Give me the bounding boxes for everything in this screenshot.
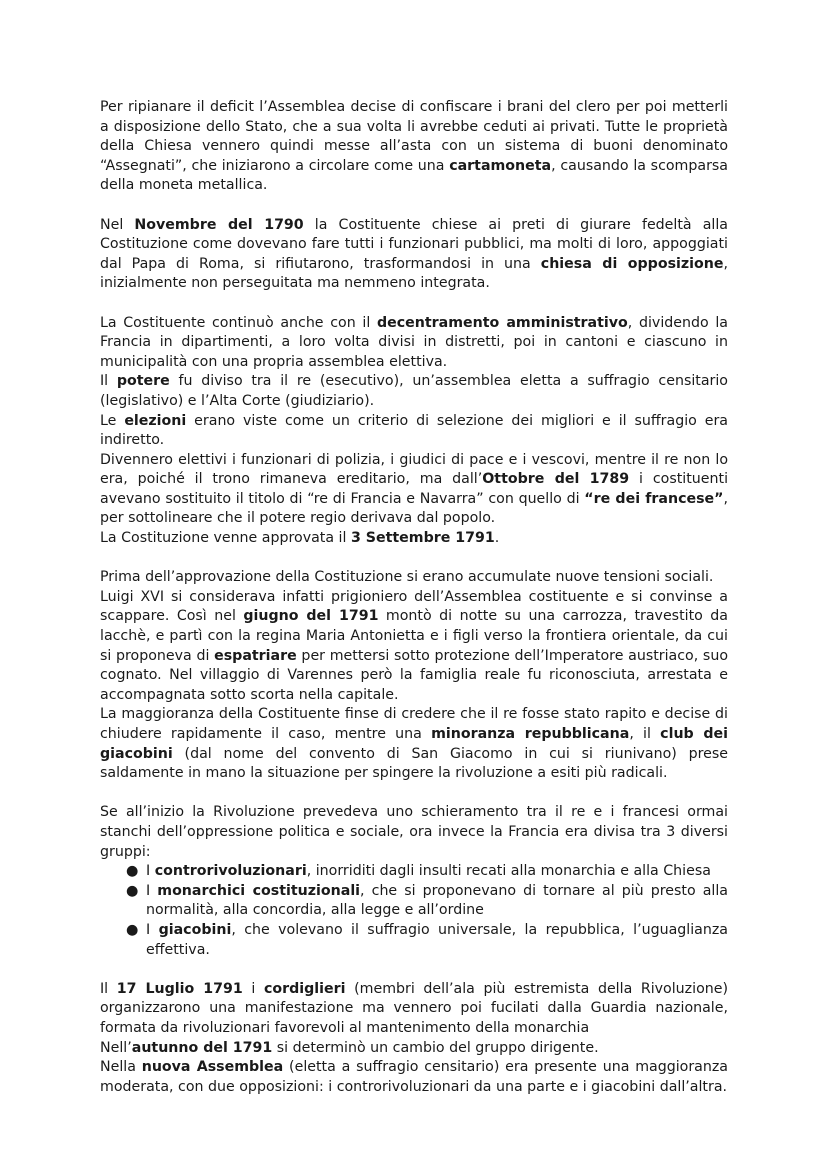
paragraph-assegnati xyxy=(100,98,728,196)
text-line: Il potere fu diviso tra il re (esecutivo), un’assemblea eletta a suffragio censitario (legislativo) e l’Alta Corte (giudiziario). xyxy=(100,373,728,409)
paragraph-decentramento xyxy=(100,314,728,549)
paragraph-cordiglieri xyxy=(100,980,728,1098)
paragraph-tre-gruppi xyxy=(100,803,728,960)
list-item: ● I controrivoluzionari, inorriditi dagli insulti recati alla monarchia e alla Chiesa xyxy=(146,862,728,882)
text-line: Luigi XVI si considerava infatti prigioniero dell’Assemblea costituente e si convinse a scappare. Così nel giugno del 1791 montò di notte su una carrozza, travestito da lacchè, e partì con la regina Maria Antonietta e i figli verso la frontiera orientale, da cui si proponeva di espatriare per mettersi sotto protezione dell’Imperatore austriaco, suo cognato. Nel villaggio di Varennes però la famiglia reale fu riconosciuta, arrestata e accompagnata sotto scorta nella capitale. xyxy=(100,588,728,703)
bullet-icon: ● xyxy=(126,863,139,880)
groups-list xyxy=(100,862,728,960)
text-line: La Costituzione venne approvata il 3 Settembre 1791. xyxy=(100,530,500,547)
list-item: ● I monarchici costituzionali, che si proponevano di tornare al più presto alla normalità, alla concordia, alla legge e all’ordine xyxy=(126,882,728,919)
text-line: Il 17 Luglio 1791 i cordiglieri (membri dell’ala più estremista della Rivoluzione) organizzarono una manifestazione ma vennero poi fucilati dalla Guardia nazionale, formata da rivoluzionari favorevoli al mantenimento della monarchia xyxy=(100,980,728,1036)
text-line: Le elezioni erano viste come un criterio di selezione dei migliori e il suffragio era indiretto. xyxy=(100,412,728,449)
text-line: Divennero elettivi i funzionari di polizia, i giudici di pace e i vescovi, mentre il re non lo era, poiché il trono rimaneva ereditario, ma dall’Ottobre del 1789 i costituenti avevano sostituito il titolo di “re di Francia e Navarra” con quello di “re dei francese”, per sottolineare che il potere regio derivava dal popolo. xyxy=(100,451,729,527)
list-item: ● I giacobini, che volevano il suffragio universale, la repubblica, l’uguaglianza effettiva. xyxy=(126,921,728,958)
paragraph-novembre-1790 xyxy=(100,216,728,294)
text-line: Nella nuova Assemblea (eletta a suffragio censitario) era presente una maggioranza moderata, con due opposizioni: i controrivoluzionari da una parte e i giacobini dall’altra. xyxy=(100,1059,729,1095)
text-line: La Costituente continuò anche con il decentramento amministrativo, dividendo la Francia in dipartimenti, a loro volta divisi in distretti, poi in cantoni e ciascuno in municipalità con una propria assemblea elettiva. xyxy=(100,314,728,370)
text-line: La maggioranza della Costituente finse di credere che il re fosse stato rapito e decise di chiudere rapidamente il caso, mentre una minoranza repubblicana, il club dei giacobini (dal nome del convento di San Giacomo in cui si riunivano) prese saldamente in mano la situazione per spingere la rivoluzione a esiti più radicali. xyxy=(100,706,728,782)
text-line: Se all’inizio la Rivoluzione prevedeva uno schieramento tra il re e i francesi ormai stanchi dell’oppressione politica e sociale, ora invece la Francia era divisa tra 3 diversi gruppi: xyxy=(100,804,728,860)
bullet-icon: ● xyxy=(126,921,139,938)
paragraph-fuga-varennes xyxy=(100,568,728,784)
text-line: Nell’autunno del 1791 si determinò un cambio del gruppo dirigente. xyxy=(100,1039,599,1056)
text-line: Prima dell’approvazione della Costituzione si erano accumulate nuove tensioni sociali. xyxy=(100,569,714,586)
text-line: Per ripianare il deficit l’Assemblea decise di confiscare i brani del clero per poi metterli a disposizione dello Stato, che a sua volta li avrebbe ceduti ai privati. Tutte le proprietà della Chiesa vennero quindi messe all’asta con un sistema di buoni denominato “Assegnati”, che iniziarono a circolare come una cartamoneta, causando la scomparsa della moneta metallica. xyxy=(100,99,728,194)
document-page xyxy=(100,98,728,1117)
bullet-icon: ● xyxy=(126,882,139,899)
text-line: Nel Novembre del 1790 la Costituente chiese ai preti di giurare fedeltà alla Costituzione come dovevano fare tutti i funzionari pubblici, ma molti di loro, appoggiati dal Papa di Roma, si rifiutarono, trasformandosi in una chiesa di opposizione, inizialmente non perseguitata ma nemmeno integrata. xyxy=(100,216,729,292)
